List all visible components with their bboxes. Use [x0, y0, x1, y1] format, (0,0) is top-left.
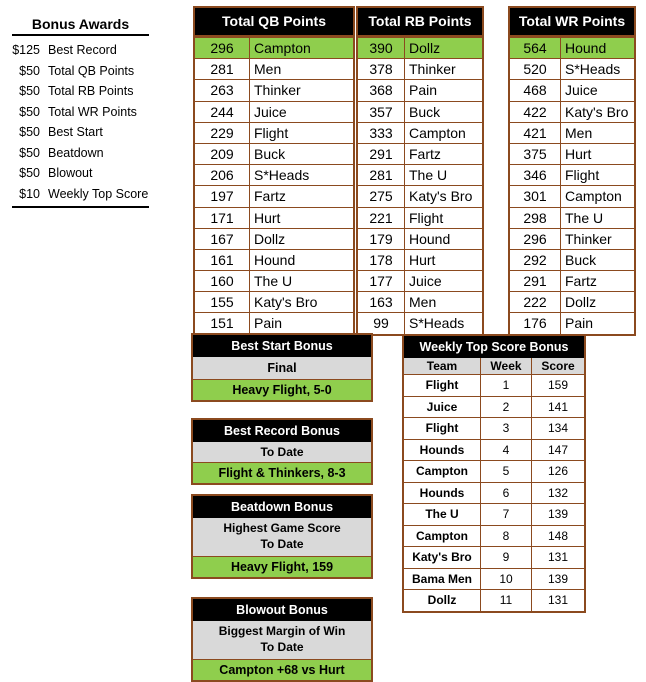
best-start-winner: Heavy Flight, 5-0 [193, 379, 371, 400]
points-cell: 229 [195, 123, 250, 143]
award-label: Total RB Points [48, 84, 134, 98]
award-label: Weekly Top Score [48, 186, 149, 201]
award-row [8, 143, 153, 164]
table-row [358, 270, 482, 291]
table-row [358, 185, 482, 206]
table-row [404, 589, 584, 611]
team-cell: Hound [409, 230, 451, 247]
best-record-title: Best Record Bonus [193, 420, 371, 442]
score-cell: 139 [547, 507, 569, 521]
points-cell: 301 [510, 186, 561, 206]
award-row [8, 163, 153, 184]
table-row [510, 291, 634, 312]
table-row [358, 58, 482, 79]
table-row [510, 270, 634, 291]
beatdown-bonus-box [191, 494, 373, 579]
weekly-header-row [404, 358, 584, 374]
award-row [8, 81, 153, 102]
table-row [195, 249, 353, 270]
beatdown-subtitle-1: Highest Game Score [193, 518, 371, 536]
team-cell: Buck [565, 251, 597, 268]
week-cell: 2 [481, 397, 532, 418]
table-row [358, 207, 482, 228]
award-amount: $10 [19, 186, 40, 201]
points-cell: 296 [195, 38, 250, 58]
rb-table-title: Total RB Points [358, 8, 482, 37]
score-cell: 132 [547, 485, 569, 500]
team-cell: Katy's Bro [254, 294, 318, 311]
blowout-subtitle-2: To Date [193, 639, 371, 659]
table-row [358, 312, 482, 333]
week-cell: 10 [481, 569, 532, 590]
points-cell: 177 [358, 271, 405, 291]
points-cell: 375 [510, 144, 561, 164]
team-cell: Campton [404, 526, 481, 547]
points-cell: 163 [358, 292, 405, 312]
table-row [195, 207, 353, 228]
points-cell: 564 [510, 38, 561, 58]
team-cell: Buck [254, 145, 286, 162]
table-row [510, 122, 634, 143]
bonus-awards-panel [8, 10, 153, 208]
table-row [404, 546, 584, 568]
team-cell: Flight [409, 209, 444, 226]
score-cell: 126 [547, 464, 569, 478]
points-cell: 160 [195, 271, 250, 291]
team-cell: Dollz [254, 230, 286, 247]
table-row [195, 58, 353, 79]
points-cell: 281 [358, 165, 405, 185]
table-row [358, 164, 482, 185]
team-cell: Campton [404, 461, 481, 482]
team-cell: Pain [565, 315, 594, 332]
points-cell: 209 [195, 144, 250, 164]
points-cell: 292 [510, 250, 561, 270]
table-row [510, 228, 634, 249]
team-cell: Men [409, 294, 437, 311]
column-header-team: Team [404, 358, 481, 374]
award-row [8, 102, 153, 123]
award-label: Total WR Points [48, 104, 137, 119]
table-row [358, 37, 482, 58]
team-cell: Campton [409, 124, 466, 141]
team-cell: Fartz [565, 273, 597, 290]
beatdown-subtitle-2: To Date [193, 536, 371, 556]
team-cell: Juice [404, 397, 481, 418]
points-cell: 221 [358, 208, 405, 228]
award-amount: $50 [19, 84, 40, 98]
divider [12, 206, 149, 208]
table-row [195, 291, 353, 312]
week-cell: 3 [481, 418, 532, 439]
award-amount: $50 [19, 104, 40, 119]
team-cell: Katy's Bro [565, 103, 629, 120]
table-row [510, 143, 634, 164]
points-cell: 368 [358, 80, 405, 100]
bonus-awards-title: Bonus Awards [12, 10, 149, 36]
best-start-bonus-box [191, 333, 373, 402]
team-cell: Men [565, 124, 593, 141]
points-cell: 151 [195, 313, 250, 333]
points-cell: 99 [358, 313, 405, 333]
table-row [195, 122, 353, 143]
rb-points-table [356, 6, 484, 336]
table-row [358, 249, 482, 270]
points-cell: 263 [195, 80, 250, 100]
score-cell: 141 [547, 399, 569, 414]
award-label: Best Record [48, 43, 117, 57]
award-label: Total QB Points [48, 63, 135, 78]
team-cell: Juice [254, 103, 287, 120]
team-cell: Hounds [404, 483, 481, 504]
points-cell: 244 [195, 102, 250, 122]
team-cell: Hound [565, 40, 607, 56]
wr-points-table [508, 6, 636, 336]
award-label: Best Start [48, 125, 103, 139]
beatdown-winner: Heavy Flight, 159 [193, 556, 371, 577]
points-cell: 333 [358, 123, 405, 143]
week-cell: 6 [481, 483, 532, 504]
blowout-subtitle-1: Biggest Margin of Win [193, 621, 371, 639]
team-cell: Flight [565, 167, 600, 184]
table-row [510, 185, 634, 206]
points-cell: 296 [510, 229, 561, 249]
table-row [195, 101, 353, 122]
table-row [404, 568, 584, 590]
team-cell: Flight [254, 124, 289, 141]
wr-table-title: Total WR Points [510, 8, 634, 37]
table-row [404, 482, 584, 504]
team-cell: Thinker [565, 230, 612, 247]
team-cell: Dollz [565, 294, 597, 311]
points-cell: 346 [510, 165, 561, 185]
points-cell: 291 [358, 144, 405, 164]
best-record-bonus-box [191, 418, 373, 485]
team-cell: Flight [404, 418, 481, 439]
score-cell: 148 [547, 528, 569, 543]
table-row [510, 207, 634, 228]
blowout-winner: Campton +68 vs Hurt [193, 659, 371, 680]
table-row [195, 228, 353, 249]
table-row [195, 270, 353, 291]
points-cell: 155 [195, 292, 250, 312]
table-row [358, 122, 482, 143]
table-row [358, 291, 482, 312]
table-row [358, 101, 482, 122]
team-cell: Hurt [565, 145, 592, 162]
points-cell: 357 [358, 102, 405, 122]
best-record-winner: Flight & Thinkers, 8-3 [193, 462, 371, 483]
team-cell: The U [254, 273, 293, 290]
table-row [195, 37, 353, 58]
points-cell: 197 [195, 186, 250, 206]
weekly-top-score-table [402, 334, 586, 613]
award-row [8, 122, 153, 143]
team-cell: Thinker [254, 82, 301, 99]
team-cell: Men [254, 61, 282, 78]
weekly-title: Weekly Top Score Bonus [404, 336, 584, 358]
award-row [8, 61, 153, 82]
best-record-subtitle: To Date [193, 442, 371, 462]
points-cell: 179 [358, 229, 405, 249]
table-row [510, 58, 634, 79]
team-cell: S*Heads [565, 61, 621, 78]
points-cell: 421 [510, 123, 561, 143]
table-row [404, 439, 584, 461]
team-cell: Juice [565, 82, 598, 99]
score-cell: 131 [547, 593, 569, 607]
team-cell: Flight [404, 375, 481, 396]
team-cell: Hurt [409, 251, 436, 268]
team-cell: Bama Men [404, 569, 481, 590]
award-amount: $50 [19, 63, 40, 78]
table-row [358, 228, 482, 249]
team-cell: Hound [254, 251, 296, 268]
team-cell: Thinker [409, 61, 456, 78]
team-cell: Campton [254, 40, 311, 56]
table-row [404, 525, 584, 547]
award-amount: $50 [19, 145, 40, 160]
table-row [404, 460, 584, 482]
team-cell: Hounds [404, 440, 481, 461]
points-cell: 468 [510, 80, 561, 100]
points-cell: 275 [358, 186, 405, 206]
points-cell: 390 [358, 38, 405, 58]
score-cell: 159 [547, 378, 569, 392]
award-label: Beatdown [48, 145, 104, 160]
points-cell: 171 [195, 208, 250, 228]
team-cell: The U [565, 209, 604, 226]
table-row [510, 101, 634, 122]
table-row [404, 374, 584, 396]
best-start-subtitle: Final [193, 357, 371, 379]
score-cell: 139 [547, 571, 569, 586]
team-cell: Pain [254, 315, 283, 332]
best-start-title: Best Start Bonus [193, 335, 371, 357]
points-cell: 298 [510, 208, 561, 228]
week-cell: 1 [481, 375, 532, 396]
award-row [8, 40, 153, 61]
table-row [358, 143, 482, 164]
points-cell: 281 [195, 59, 250, 79]
award-row [8, 184, 153, 205]
points-cell: 378 [358, 59, 405, 79]
points-cell: 161 [195, 250, 250, 270]
blowout-bonus-box [191, 597, 373, 682]
points-cell: 206 [195, 165, 250, 185]
team-cell: The U [404, 504, 481, 525]
beatdown-title: Beatdown Bonus [193, 496, 371, 518]
team-cell: Katy's Bro [409, 188, 473, 205]
table-row [510, 249, 634, 270]
week-cell: 4 [481, 440, 532, 461]
week-cell: 5 [481, 461, 532, 482]
table-row [195, 185, 353, 206]
points-cell: 291 [510, 271, 561, 291]
table-row [358, 79, 482, 100]
award-amount: $125 [12, 43, 40, 57]
team-cell: Pain [409, 82, 438, 99]
qb-points-table [193, 6, 355, 336]
points-cell: 422 [510, 102, 561, 122]
table-row [195, 79, 353, 100]
week-cell: 7 [481, 504, 532, 525]
team-cell: Fartz [254, 188, 286, 205]
team-cell: The U [409, 167, 448, 184]
team-cell: Hurt [254, 209, 281, 226]
award-amount: $50 [19, 125, 40, 139]
team-cell: Katy's Bro [404, 547, 481, 568]
team-cell: S*Heads [254, 167, 310, 184]
week-cell: 8 [481, 526, 532, 547]
table-row [404, 417, 584, 439]
team-cell: Dollz [409, 40, 441, 56]
score-cell: 131 [547, 550, 569, 564]
team-cell: Campton [565, 188, 622, 205]
table-row [404, 503, 584, 525]
points-cell: 167 [195, 229, 250, 249]
column-header-week: Week [481, 358, 532, 374]
table-row [510, 37, 634, 58]
column-header-score: Score [541, 359, 575, 373]
week-cell: 11 [481, 590, 532, 611]
award-amount: $50 [19, 166, 40, 180]
score-cell: 134 [547, 421, 569, 435]
table-row [510, 312, 634, 333]
team-cell: Fartz [409, 145, 441, 162]
table-row [404, 396, 584, 418]
team-cell: S*Heads [409, 315, 465, 332]
table-row [510, 164, 634, 185]
points-cell: 520 [510, 59, 561, 79]
blowout-title: Blowout Bonus [193, 599, 371, 621]
points-cell: 222 [510, 292, 561, 312]
qb-table-title: Total QB Points [195, 8, 353, 37]
table-row [510, 79, 634, 100]
team-cell: Buck [409, 103, 441, 120]
team-cell: Dollz [404, 590, 481, 611]
table-row [195, 312, 353, 333]
score-cell: 147 [547, 442, 569, 457]
week-cell: 9 [481, 547, 532, 568]
award-label: Blowout [48, 166, 93, 180]
points-cell: 178 [358, 250, 405, 270]
points-cell: 176 [510, 313, 561, 333]
table-row [195, 143, 353, 164]
team-cell: Juice [409, 273, 442, 290]
table-row [195, 164, 353, 185]
